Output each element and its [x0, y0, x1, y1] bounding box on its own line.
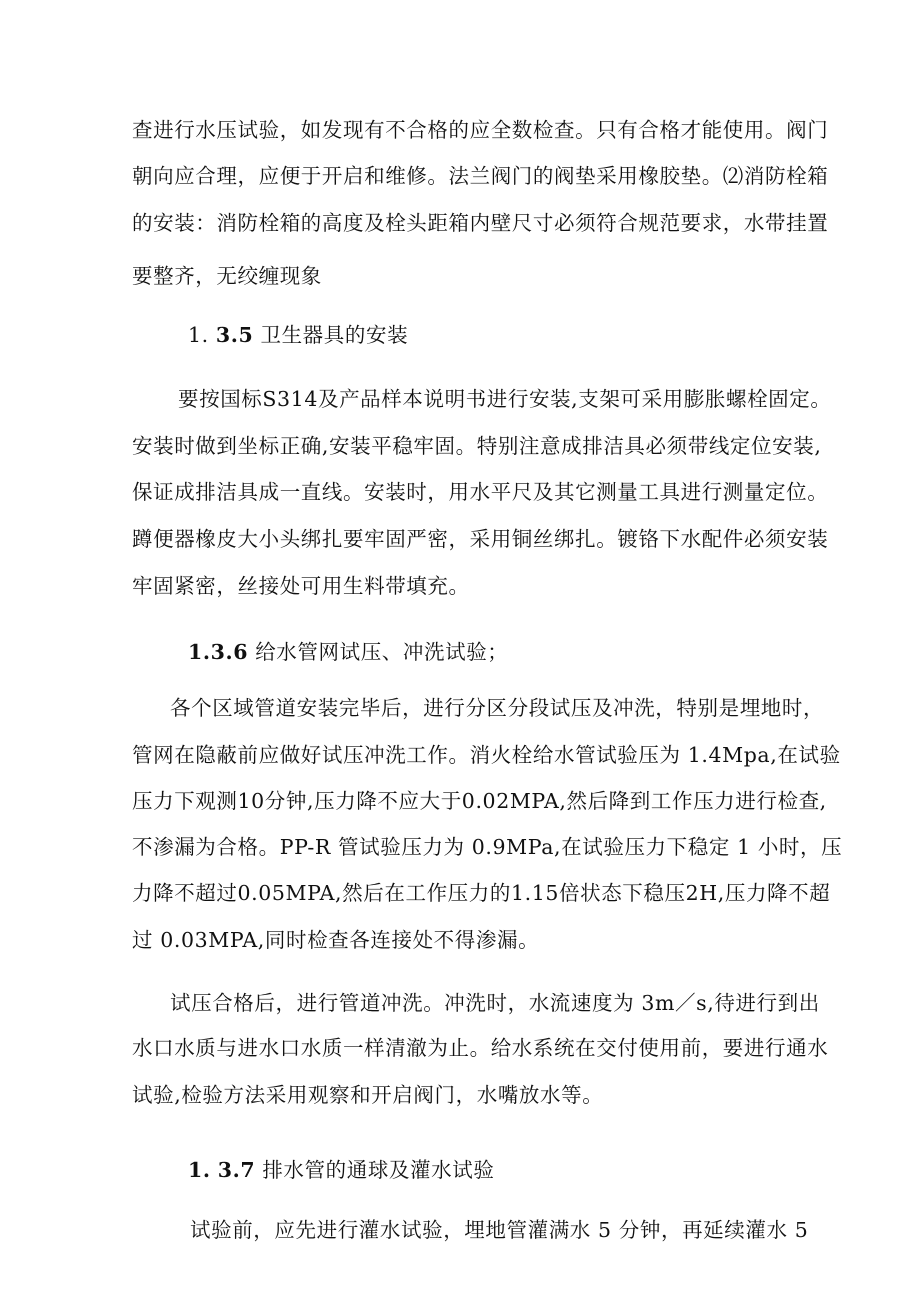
paragraph-line: 各个区域管道安装完毕后，进行分区分段试压及冲洗，特别是埋地时， — [170, 696, 825, 720]
paragraph-line: 查进行水压试验，如发现有不合格的应全数检查。只有合格才能使用。阀门 — [132, 118, 829, 142]
heading-prefix: 1. — [188, 323, 209, 347]
paragraph-line: 安装时做到坐标正确,安装平稳牢固。特别注意成排洁具必须带线定位安装, — [132, 434, 822, 458]
paragraph-line: 蹲便器橡皮大小头绑扎要牢固严密，采用铜丝绑扎。镀铬下水配件必须安装 — [132, 527, 829, 551]
heading-title: 排水管的通球及灌水试验 — [262, 1158, 495, 1182]
paragraph-line: 保证成排洁具成一直线。安装时，用水平尺及其它测量工具进行测量定位。 — [132, 480, 829, 504]
paragraph-line: 朝向应合理，应便于开启和维修。法兰阀门的阀垫采用橡胶垫。⑵消防栓箱 — [132, 164, 829, 188]
paragraph-line: 的安装：消防栓箱的高度及栓头距箱内壁尺寸必须符合规范要求，水带挂置 — [132, 211, 829, 235]
paragraph-line: 要整齐，无绞缠现象 — [132, 264, 322, 288]
paragraph-line: 不渗漏为合格。PP-R 管试验压力为 0.9MPa,在试验压力下稳定 1 小时，压 — [132, 835, 843, 859]
heading-title: 卫生器具的安装 — [260, 323, 409, 347]
heading-number: 1.3.6 — [188, 640, 249, 664]
paragraph-line: 力降不超过0.05MPA,然后在工作压力的1.15倍状态下稳压2H,压力降不超 — [132, 881, 831, 905]
section-heading-1-3-6 — [188, 640, 508, 664]
paragraph-line: 试压合格后，进行管道冲洗。冲洗时，水流速度为 3m／s,待进行到出 — [170, 991, 820, 1015]
paragraph-line: 牢固紧密，丝接处可用生料带填充。 — [132, 574, 470, 598]
paragraph-line: 试验前，应先进行灌水试验，埋地管灌满水 5 分钟，再延续灌水 5 — [190, 1218, 809, 1242]
paragraph-line: 试验,检验方法采用观察和开启阀门，水嘴放水等。 — [132, 1083, 604, 1107]
paragraph-line: 过 0.03MPA,同时检查各连接处不得渗漏。 — [132, 928, 540, 952]
heading-title: 给水管网试压、冲洗试验； — [255, 640, 509, 664]
heading-number: 3.7 — [217, 1158, 256, 1182]
heading-prefix: 1. — [188, 1158, 211, 1182]
paragraph-line: 管网在隐蔽前应做好试压冲洗工作。消火栓给水管试验压为 1.4Mpa,在试验 — [132, 743, 841, 767]
paragraph-line: 要按国标S314及产品样本说明书进行安装,支架可采用膨胀螺栓固定。 — [178, 387, 832, 411]
paragraph-line: 压力下观测10分钟,压力降不应大于0.02MPA,然后降到工作压力进行检查, — [132, 789, 827, 813]
section-heading-1-3-5 — [188, 323, 408, 347]
paragraph-line: 水口水质与进水口水质一样清澈为止。给水系统在交付使用前，要进行通水 — [132, 1036, 829, 1060]
section-heading-1-3-7 — [188, 1158, 494, 1182]
heading-number: 3.5 — [215, 323, 254, 347]
